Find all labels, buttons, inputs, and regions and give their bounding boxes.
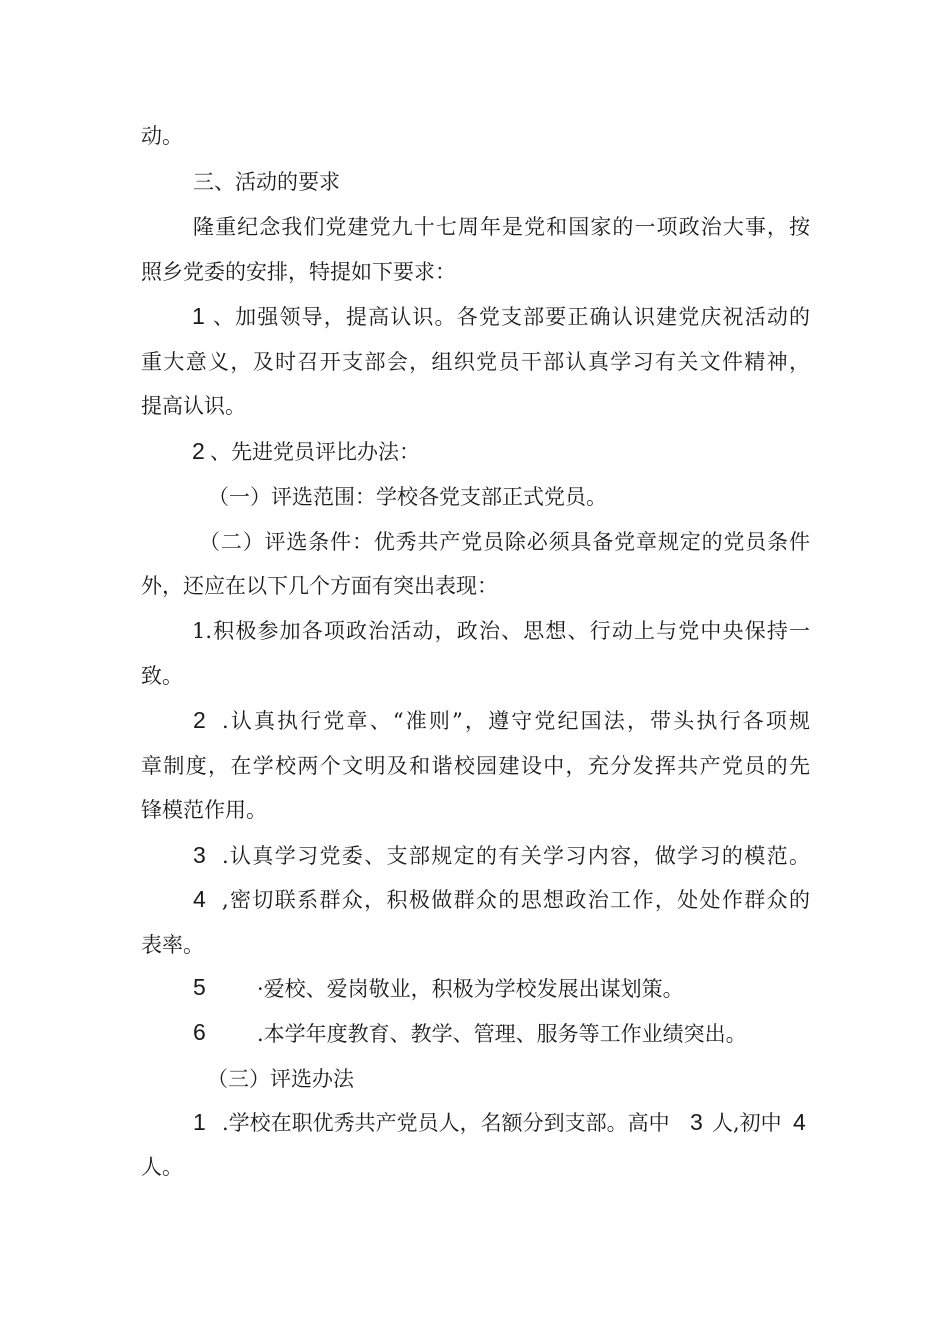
item-number-4: 4	[193, 886, 206, 912]
text-line-12: 1.积极参加各项政治活动，政治、思想、行动上与党中央保持一	[192, 619, 810, 643]
text-line-23c: 人,初中	[712, 1111, 782, 1135]
quota-high-school: 3	[690, 1109, 703, 1135]
text-line-24: 人。	[141, 1155, 183, 1179]
text-line-20: ·爱校、爱岗敬业，积极为学校发展出谋划策。	[257, 977, 684, 1001]
item-number-3: 3	[193, 842, 206, 868]
text-line-21: .本学年度教育、教学、管理、服务等工作业绩突出。	[257, 1022, 747, 1046]
text-line-14: .认真执行党章、“准则”，遵守党纪国法，带头执行各项规	[222, 709, 810, 733]
section-heading-activity-requirements: 三、活动的要求	[193, 170, 340, 194]
quota-middle-school: 4	[793, 1109, 806, 1135]
text-line-10: （二）评选条件：优秀共产党员除必须具备党章规定的党员条件	[199, 530, 810, 554]
text-line-3: 隆重纪念我们党建党九十七周年是党和国家的一项政治大事，按	[193, 215, 810, 239]
item-number-5: 5	[193, 974, 206, 1000]
text-line-16: 锋模范作用。	[141, 798, 267, 822]
text-line-6: 重大意义，及时召开支部会，组织党员干部认真学习有关文件精神，	[141, 350, 810, 374]
text-line-8: 、先进党员评比办法：	[210, 440, 420, 464]
text-line-13: 致。	[141, 664, 183, 688]
text-line-4: 照乡党委的安排，特提如下要求：	[141, 260, 456, 284]
subsection-heading-selection-method: （三）评选办法	[207, 1067, 354, 1091]
item-number-6: 6	[193, 1019, 206, 1045]
text-line-23a: .学校在职优秀共产党员人，名额分到支部。高中	[222, 1111, 670, 1135]
item-number-1b: 1	[193, 1109, 206, 1135]
text-line-17: .认真学习党委、支部规定的有关学习内容，做学习的模范。	[222, 844, 810, 868]
item-number-2: 2	[192, 438, 205, 464]
item-number-2b: 2	[193, 707, 206, 733]
text-line-5: 、加强领导，提高认识。各党支部要正确认识建党庆祝活动的	[213, 305, 810, 329]
text-line-19: 表率。	[141, 933, 204, 957]
text-line-7: 提高认识。	[141, 394, 246, 418]
text-line-18: ,密切联系群众，积极做群众的思想政治工作，处处作群众的	[222, 888, 810, 912]
text-line-15: 章制度，在学校两个文明及和谐校园建设中，充分发挥共产党员的先	[141, 754, 810, 778]
text-line-1: 动。	[141, 124, 183, 148]
text-line-11: 外，还应在以下几个方面有突出表现：	[141, 574, 498, 598]
text-line-9: （一）评选范围：学校各党支部正式党员。	[208, 485, 607, 509]
item-number-1: 1	[192, 303, 205, 329]
